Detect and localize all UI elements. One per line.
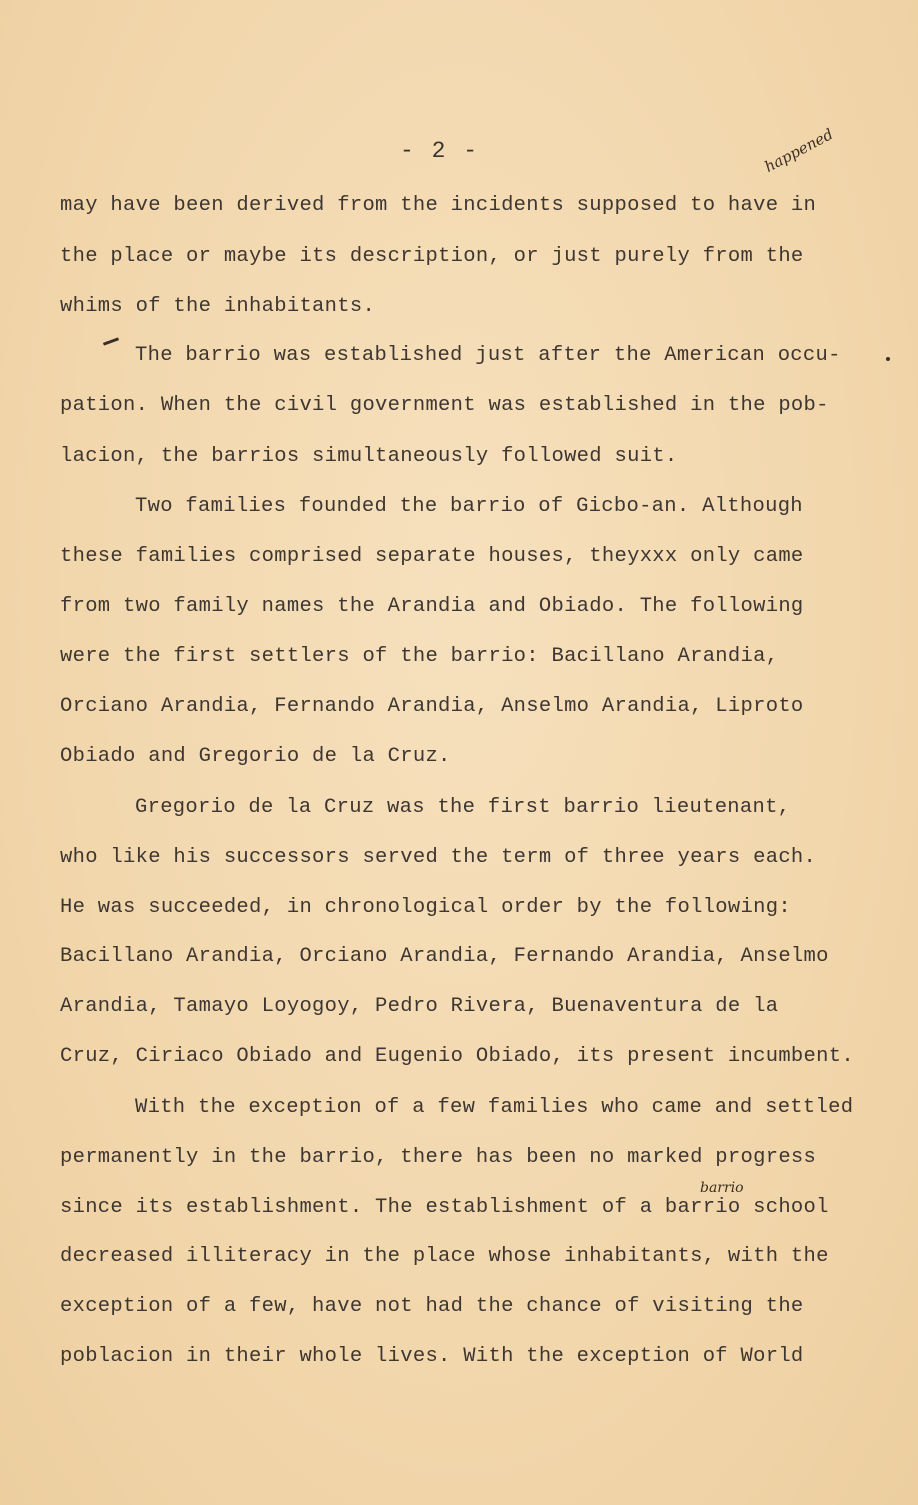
text-line: Two families founded the barrio of Gicbo-an. Although [135, 495, 803, 518]
text-line: from two family names the Arandia and Obiado. The following [60, 595, 804, 618]
text-line: Obiado and Gregorio de la Cruz. [60, 745, 451, 768]
text-line: whims of the inhabitants. [60, 295, 376, 318]
text-line: He was succeeded, in chronological order by the following: [60, 896, 791, 919]
page-number: - 2 - [400, 138, 480, 164]
text-line: lacion, the barrios simultaneously followed suit. [60, 445, 678, 468]
handwritten-insertion-2: barrio [700, 1180, 744, 1196]
text-line: who like his successors served the term of three years each. [60, 846, 817, 869]
text-line: Orciano Arandia, Fernando Arandia, Anselmo Arandia, Liproto [60, 695, 804, 718]
text-line: the place or maybe its description, or just purely from the [60, 245, 804, 268]
text-line: The barrio was established just after the American occu- [135, 344, 841, 367]
text-line: decreased illiteracy in the place whose inhabitants, with the [60, 1245, 829, 1268]
text-line: since its establishment. The establishment of a barrio school [60, 1196, 829, 1219]
text-line: Arandia, Tamayo Loyogoy, Pedro Rivera, Buenaventura de la [60, 995, 779, 1018]
text-line: With the exception of a few families who came and settled [135, 1096, 854, 1119]
text-line: poblacion in their whole lives. With the exception of World [60, 1345, 804, 1368]
text-line: Bacillano Arandia, Orciano Arandia, Fernando Arandia, Anselmo [60, 945, 829, 968]
handwritten-insertion: happened [761, 124, 837, 176]
text-line: may have been derived from the incidents supposed to have in [60, 194, 817, 217]
text-line: Cruz, Ciriaco Obiado and Eugenio Obiado, its present incumbent. [60, 1045, 854, 1068]
text-line: Gregorio de la Cruz was the first barrio lieutenant, [135, 796, 791, 819]
text-line: were the first settlers of the barrio: Bacillano Arandia, [60, 645, 779, 668]
text-line: exception of a few, have not had the chance of visiting the [60, 1295, 804, 1318]
ink-mark [886, 357, 890, 361]
text-line: permanently in the barrio, there has been no marked progress [60, 1146, 817, 1169]
ink-mark [103, 337, 119, 345]
text-line: these families comprised separate houses, theyxxx only came [60, 545, 804, 568]
text-line: pation. When the civil government was established in the pob- [60, 394, 829, 417]
